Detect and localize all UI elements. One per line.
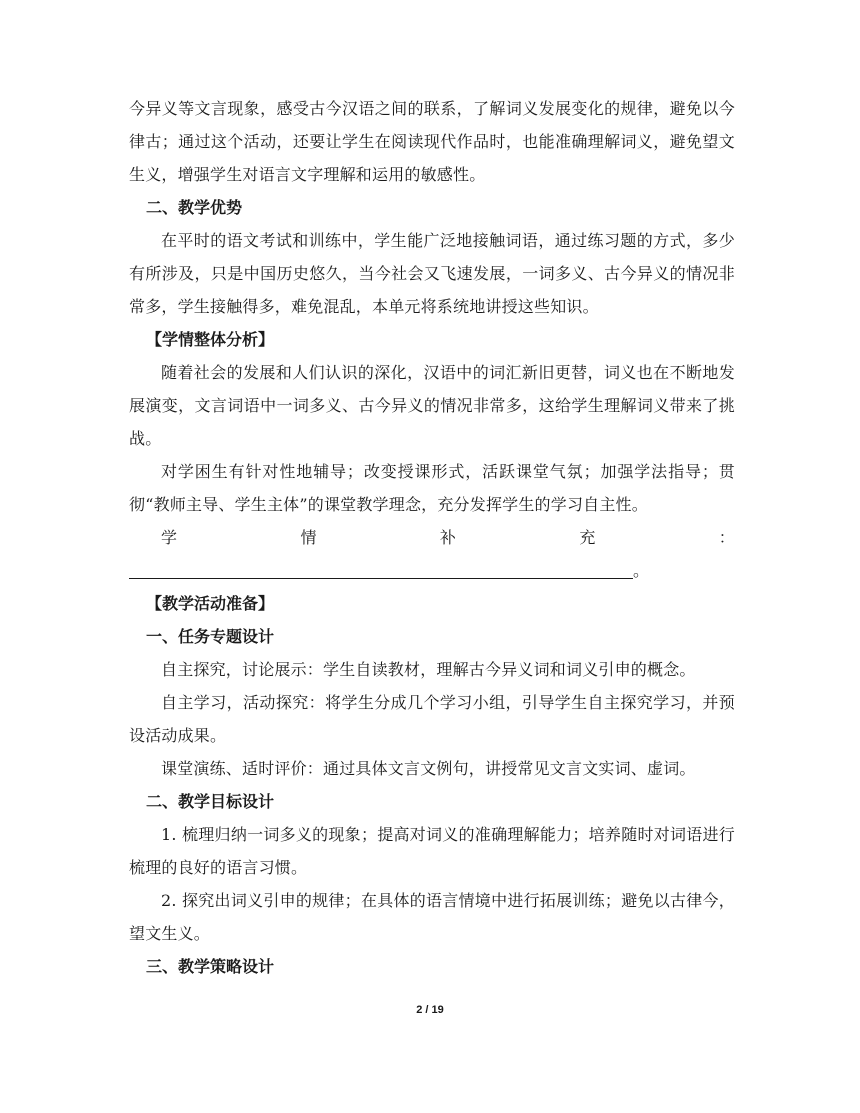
paragraph-task-3: 课堂演练、适时评价：通过具体文言文例句，讲授常见文言文实词、虚词。 — [161, 759, 696, 778]
paragraph-continuation: 今异义等文言现象，感受古今汉语之间的联系，了解词义发展变化的规律，避免以今律古；通过这个活动，还要让学生在阅读现代作品时，也能准确理解词义，避免望文生义，增强学生对语言文字理解和运用的敏感性。 — [129, 99, 735, 184]
paragraph-goal-1: 1. 梳理归纳一词多义的现象；提高对词义的准确理解能力；培养随时对词语进行梳理的良好的语言习惯。 — [129, 825, 735, 877]
document-body — [129, 92, 735, 983]
supplement-blank-line[interactable] — [129, 558, 633, 579]
heading-student-analysis: 【学情整体分析】 — [146, 330, 275, 349]
paragraph-strategy-for-students: 对学困生有针对性地辅导；改变授课形式，活跃课堂气氛；加强学法指导；贯彻“教师主导、学生主体”的课堂教学理念，充分发挥学生的学习自主性。 — [129, 462, 735, 514]
paragraph-task-2: 自主学习，活动探究：将学生分成几个学习小组，引导学生自主探究学习，并预设活动成果。 — [129, 693, 735, 745]
heading-teaching-advantage: 二、教学优势 — [146, 198, 243, 217]
heading-goal-design: 二、教学目标设计 — [146, 792, 275, 811]
paragraph-supplement — [129, 521, 735, 587]
heading-strategy-design: 三、教学策略设计 — [146, 957, 275, 976]
paragraph-analysis: 随着社会的发展和人们认识的深化，汉语中的词汇新旧更替，词义也在不断地发展演变，文言词语中一词多义、古今异义的情况非常多，这给学生理解词义带来了挑战。 — [129, 363, 735, 448]
paragraph-task-1: 自主探究，讨论展示：学生自读教材，理解古今异义词和词义引申的概念。 — [161, 660, 696, 679]
supplement-label: 学情补充： — [161, 528, 735, 547]
supplement-end-mark: 。 — [633, 561, 650, 580]
heading-activity-prep: 【教学活动准备】 — [146, 594, 275, 613]
heading-task-design: 一、任务专题设计 — [146, 627, 275, 646]
paragraph-goal-2: 2. 探究出词义引申的规律；在具体的语言情境中进行拓展训练；避免以古律今，望文生义。 — [129, 891, 735, 943]
page-number: 2 / 19 — [416, 1004, 444, 1016]
paragraph-advantage: 在平时的语文考试和训练中，学生能广泛地接触词语，通过练习题的方式，多少有所涉及，只是中国历史悠久，当今社会又飞速发展，一词多义、古今异义的情况非常多，学生接触得多，难免混乱，本单元将系统地讲授这些知识。 — [129, 231, 735, 316]
